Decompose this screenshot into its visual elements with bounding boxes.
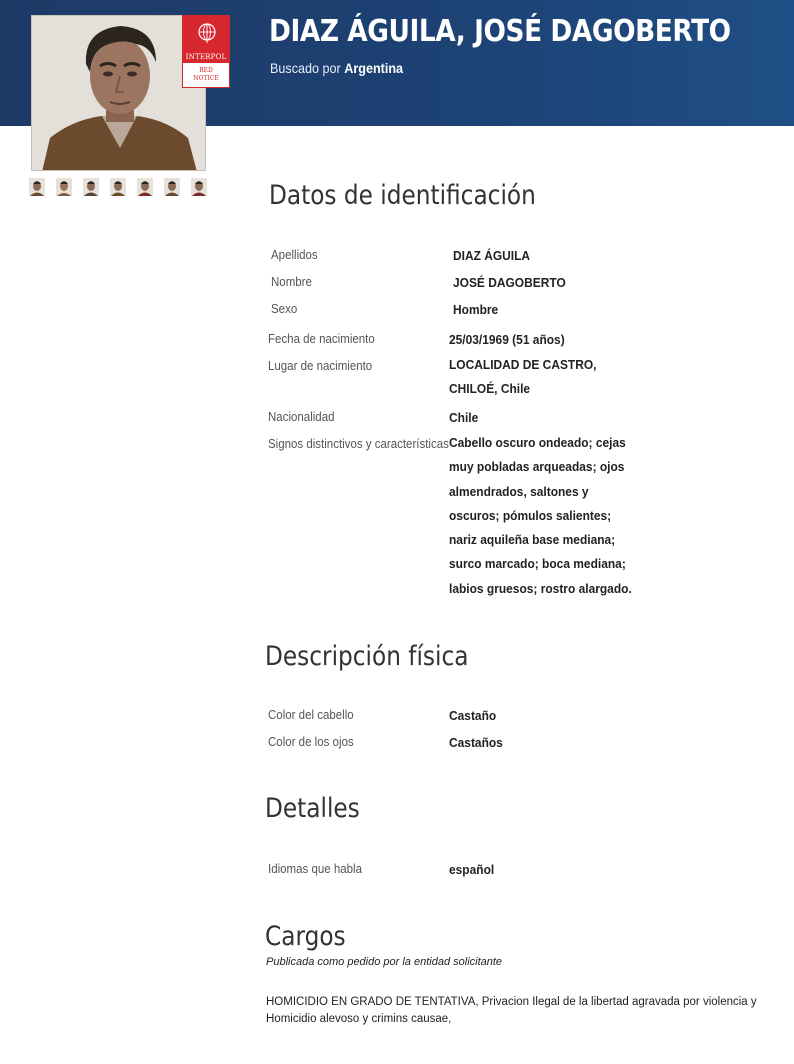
photo-thumbnail[interactable] xyxy=(56,178,72,196)
photo-thumbnail[interactable] xyxy=(137,178,153,196)
value-languages: español xyxy=(449,862,495,877)
photo-thumbnail[interactable] xyxy=(110,178,126,196)
main-photo[interactable] xyxy=(31,15,206,171)
label-nationality: Nacionalidad xyxy=(268,410,335,424)
label-birth-place: Lugar de nacimiento xyxy=(268,359,373,373)
wanted-by-country: Argentina xyxy=(344,60,404,76)
value-surname: DIAZ ÁGUILA xyxy=(453,248,531,263)
value-hair-color: Castaño xyxy=(449,708,497,723)
badge-org: INTERPOL xyxy=(185,53,227,61)
label-hair-color: Color del cabello xyxy=(268,708,354,722)
value-forename: JOSÉ DAGOBERTO xyxy=(453,275,566,290)
charges-subtitle: Publicada como pedido por la entidad solicitante xyxy=(266,956,503,968)
photo-thumbnail[interactable] xyxy=(191,178,207,196)
section-title-physical: Descripción física xyxy=(265,641,469,672)
label-birth-date: Fecha de nacimiento xyxy=(268,332,375,346)
label-surname: Apellidos xyxy=(271,248,318,262)
label-sex: Sexo xyxy=(271,302,298,316)
label-distinguishing-marks: Signos distinctivos y características xyxy=(268,437,449,451)
wanted-by xyxy=(270,60,403,76)
red-notice-badge xyxy=(182,15,230,88)
charges-text: HOMICIDIO EN GRADO DE TENTATIVA, Privacion Ilegal de la libertad agravada por violencia y Homicidio alevoso y crimins causae, xyxy=(266,996,757,1025)
label-languages: Idiomas que habla xyxy=(268,862,362,876)
photo-thumbnail[interactable] xyxy=(29,178,45,196)
value-birth-place: LOCALIDAD DE CASTRO, CHILOÉ, Chile xyxy=(449,357,597,397)
value-eye-color: Castaños xyxy=(449,735,503,750)
section-title-details: Detalles xyxy=(265,793,360,824)
label-forename: Nombre xyxy=(271,275,312,289)
section-title-charges: Cargos xyxy=(265,921,346,952)
wanted-by-prefix: Buscado por xyxy=(270,60,341,76)
photo-thumbnail[interactable] xyxy=(83,178,99,196)
interpol-globe-icon xyxy=(197,22,217,44)
value-distinguishing-marks: Cabello oscuro ondeado; cejas muy pobladas arqueadas; ojos almendrados, saltones y oscuros; pómulos salientes; nariz aquileña base mediana; surco marcado; boca mediana; labios gruesos; rostro alargado. xyxy=(449,435,632,596)
photo-thumbnail[interactable] xyxy=(164,178,180,196)
person-name: DIAZ ÁGUILA, JOSÉ DAGOBERTO xyxy=(269,14,731,49)
section-title-identification: Datos de identificación xyxy=(269,180,536,211)
badge-line2: NOTICE xyxy=(193,75,219,82)
value-nationality: Chile xyxy=(449,410,479,425)
value-sex: Hombre xyxy=(453,302,499,317)
label-eye-color: Color de los ojos xyxy=(268,735,354,749)
badge-line1: RED xyxy=(199,67,213,74)
value-birth-date: 25/03/1969 (51 años) xyxy=(449,332,565,347)
